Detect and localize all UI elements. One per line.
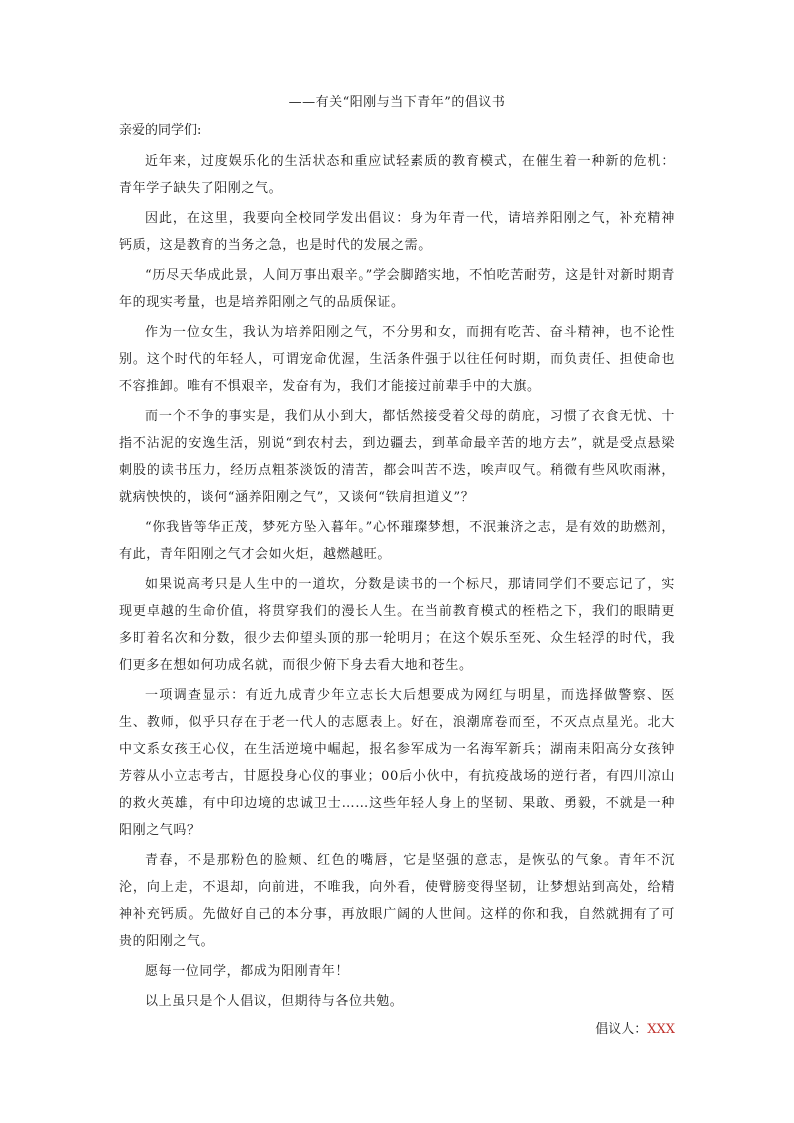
salutation: 亲爱的同学们: bbox=[119, 123, 202, 138]
signature-name: XXX bbox=[647, 1022, 675, 1037]
paragraph-10: 愿每一位同学，都成为阳刚青年！ bbox=[145, 964, 350, 979]
signature-label: 倡议人： bbox=[595, 1022, 648, 1037]
paragraph-1: 近年来，过度娱乐化的生活状态和重应试轻素质的教育模式，在催生着一种新的危机：青年学子缺失了阳刚之气。 bbox=[119, 154, 675, 196]
document-page bbox=[119, 92, 675, 1041]
paragraph-3: “历尽天华成此景，人间万事出艰辛。”学会脚踏实地，不怕吃苦耐劳，这是针对新时期青年的现实考量，也是培养阳刚之气的品质保证。 bbox=[119, 268, 675, 310]
paragraph-6: “你我皆等华正茂，梦死方坠入暮年。”心怀璀璨梦想，不泯兼济之志，是有效的助燃剂，有此，青年阳刚之气才会如火炬，越燃越旺。 bbox=[119, 520, 675, 562]
paragraph-7: 如果说高考只是人生中的一道坎，分数是读书的一个标尺，那请同学们不要忘记了，实现更卓越的生命价值，将贯穿我们的漫长人生。在当前教育模式的桎梏之下，我们的眼睛更多盯着名次和分数，很少去仰望头顶的那一轮明月；在这个娱乐至死、众生轻浮的时代，我们更多在想如何功成名就，而很少俯下身去看大地和苍生。 bbox=[119, 577, 675, 673]
signature bbox=[119, 1019, 675, 1041]
document-title: ——有关“阳刚与当下青年”的倡议书 bbox=[288, 95, 506, 110]
paragraph-5: 而一个不争的事实是，我们从小到大，都恬然接受着父母的荫庇，习惯了衣食无忧、十指不沾泥的安逸生活，别说“到农村去，到边疆去，到革命最辛苦的地方去”，就是受点悬梁刺股的读书压力，经历点粗茶淡饭的清苦，都会叫苦不迭，唉声叹气。稍微有些风吹雨淋，就病怏怏的，谈何“涵养阳刚之气”，又谈何“铁肩担道义”？ bbox=[119, 409, 675, 505]
paragraph-2: 因此，在这里，我要向全校同学发出倡议：身为年青一代，请培养阳刚之气，补充精神钙质，这是教育的当务之急，也是时代的发展之需。 bbox=[119, 211, 675, 253]
paragraph-11: 以上虽只是个人倡议，但期待与各位共勉。 bbox=[145, 994, 404, 1009]
paragraph-9: 青春，不是那粉色的脸颊、红色的嘴唇，它是坚强的意志，是恢弘的气象。青年不沉沦，向上走，不退却，向前进，不唯我，向外看，使臂膀变得坚韧，让梦想站到高处，给精神补充钙质。先做好自己的本分事，再放眼广阔的人世间。这样的你和我，自然就拥有了可贵的阳刚之气。 bbox=[119, 853, 675, 949]
paragraph-4: 作为一位女生，我认为培养阳刚之气，不分男和女，而拥有吃苦、奋斗精神，也不论性别。这个时代的年轻人，可谓宠命优渥，生活条件强于以往任何时期，而负责任、担使命也不容推卸。唯有不惧艰辛，发奋有为，我们才能接过前辈手中的大旗。 bbox=[119, 325, 675, 394]
paragraph-8: 一项调查显示：有近九成青少年立志长大后想要成为网红与明星，而选择做警察、医生、教师，似乎只存在于老一代人的志愿表上。好在，浪潮席卷而至，不灭点点星光。北大中文系女孩王心仪，在生活逆境中崛起，报名参军成为一名海军新兵；湖南耒阳高分女孩钟芳蓉从小立志考古，甘愿投身心仪的事业；00后小伙中，有抗疫战场的逆行者，有四川凉山的救火英雄，有中印边境的忠诚卫士……这些年轻人身上的坚韧、果敢、勇毅，不就是一种阳刚之气吗？ bbox=[119, 688, 675, 838]
